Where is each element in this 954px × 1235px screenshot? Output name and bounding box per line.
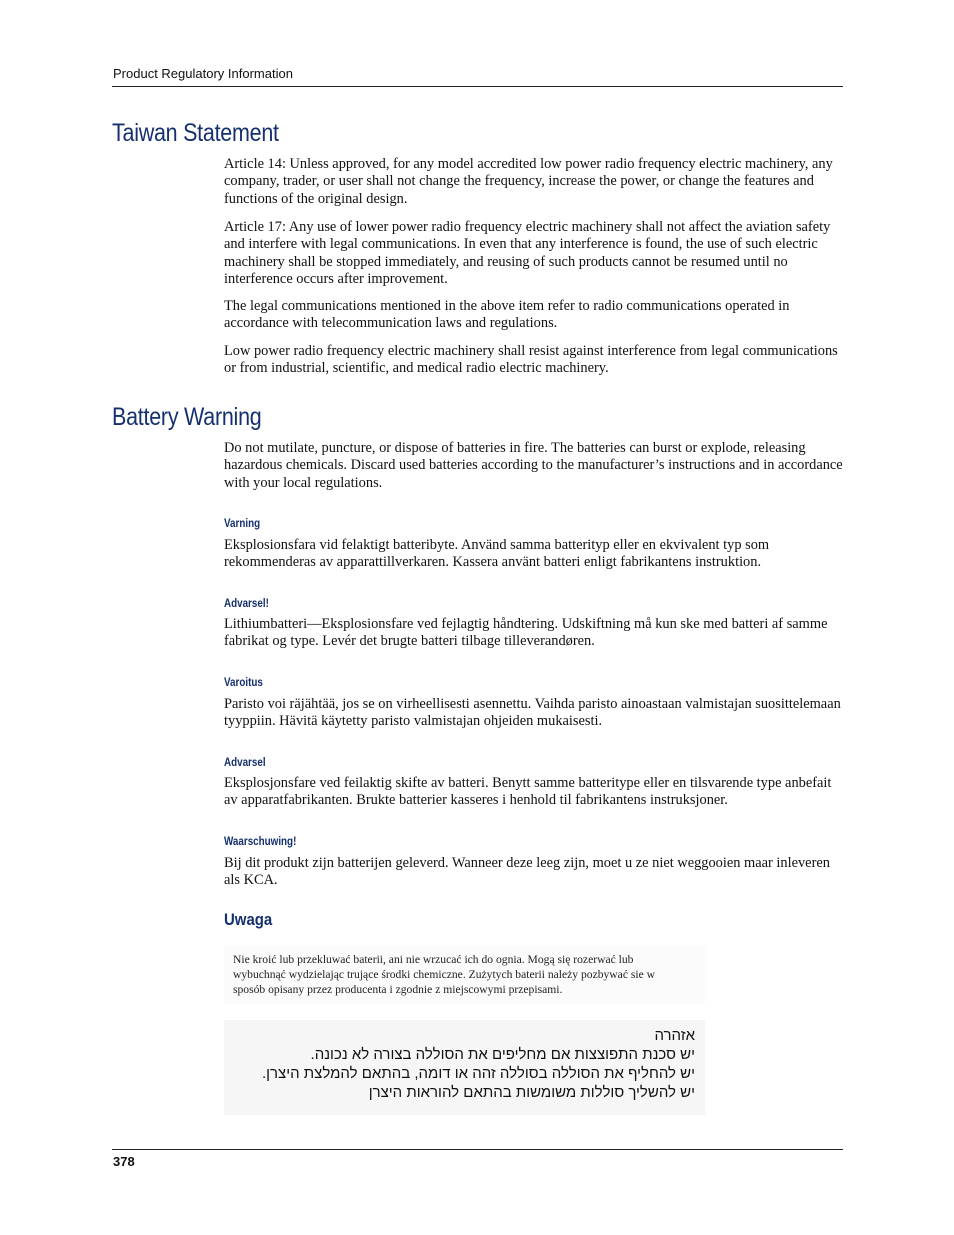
warning-label-norwegian: Advarsel <box>224 755 266 769</box>
warning-text-norwegian: Eksplosjonsfare ved feilaktig skifte av batteri. Benytt samme batteritype eller en tilsvarende type anbefait av apparatfabrikanten. Brukte batterier kasseres i henhold til fabrikantens instruksjoner. <box>224 775 832 809</box>
polish-line-1: Nie kroić lub przekluwać baterii, ani nie wrzucać ich do ognia. Mogą się rozerwać lub <box>233 953 634 966</box>
polish-line-2: wybuchnąć wydzielając trujące środki chemiczne. Zużytych baterii należy pozbywać sie w <box>233 968 656 981</box>
polish-line-3: sposób opisany przez producenta i zgodnie z miejscowymi przepisami. <box>233 983 563 996</box>
warning-text-finnish: Paristo voi räjähtää, jos se on virheellisesti asennettu. Vaihda paristo ainoastaan valmistajan suosittelemaan tyyppiin. Hävitä käytetty paristo valmistajan ohjeiden mukaisesti. <box>224 696 841 730</box>
warning-text-dutch: Bij dit produkt zijn batterijen geleverd. Wanneer deze leeg zijn, moet u ze niet weggooien maar inleveren als KCA. <box>224 855 830 889</box>
running-header: Product Regulatory Information <box>113 66 293 81</box>
hebrew-line-2: יש סכנת התפוצצות אם מחליפים את הסוללה בצורה לא נכונה. <box>310 1046 695 1063</box>
hebrew-line-1: אזהרה <box>654 1027 695 1044</box>
warning-text-swedish: Eksplosionsfara vid felaktigt batteribyte. Använd samma batterityp eller en ekvivalent typ som rekommenderas av apparattillverkaren. Kassera använt batteri enligt fabrikantens instruktion. <box>224 537 770 571</box>
taiwan-paragraph-3: The legal communications mentioned in the above item refer to radio communications operated in accordance with telecommunication laws and regulations. <box>224 298 790 332</box>
page-number: 378 <box>113 1154 135 1169</box>
warning-label-dutch: Waarschuwing! <box>224 834 297 848</box>
polish-warning-text <box>233 952 713 997</box>
taiwan-paragraph-4: Low power radio frequency electric machinery shall resist against interference from legal communications or from industrial, scientific, and medical radio electric machinery. <box>224 343 838 377</box>
battery-intro-paragraph: Do not mutilate, puncture, or dispose of batteries in fire. The batteries can burst or explode, releasing hazardous chemicals. Discard used batteries according to the manufacturer’s instructions and in accordance with your local regulations. <box>224 440 843 491</box>
taiwan-paragraph-1: Article 14: Unless approved, for any model accredited low power radio frequency electric machinery, any company, trader, or user shall not change the frequency, increase the power, or change the features and functions of the original design. <box>224 156 833 207</box>
warning-label-danish: Advarsel! <box>224 596 269 610</box>
warning-label-polish: Uwaga <box>224 910 273 929</box>
warning-label-swedish: Varning <box>224 516 261 530</box>
warning-text-danish: Lithiumbatteri—Eksplosionsfare ved fejlagtig håndtering. Udskiftning må kun ske med batteri af samme fabrikat og type. Levér det brugte batteri tilbage tilleverandøren. <box>224 616 828 650</box>
warning-label-finnish: Varoitus <box>224 675 263 689</box>
header-rule <box>112 86 843 87</box>
hebrew-line-3: יש להחליף את הסוללה בסוללה זהה או דומה, בהתאם להמלצת היצרן. <box>261 1065 695 1082</box>
taiwan-paragraph-2: Article 17: Any use of lower power radio frequency electric machinery shall not affect the aviation safety and interfere with legal communications. In even that any interference is found, the use of such electric machinery shall be stopped immediately, and reusing of such products cannot be resumed until no interference occurs after improvement. <box>224 219 831 287</box>
taiwan-statement-heading: Taiwan Statement <box>112 119 279 147</box>
hebrew-warning-text <box>224 1026 695 1102</box>
battery-warning-heading: Battery Warning <box>112 403 262 431</box>
footer-rule <box>112 1149 843 1150</box>
hebrew-line-4: יש להשליך סוללות משומשות בהתאם להוראות היצרן <box>368 1084 695 1101</box>
